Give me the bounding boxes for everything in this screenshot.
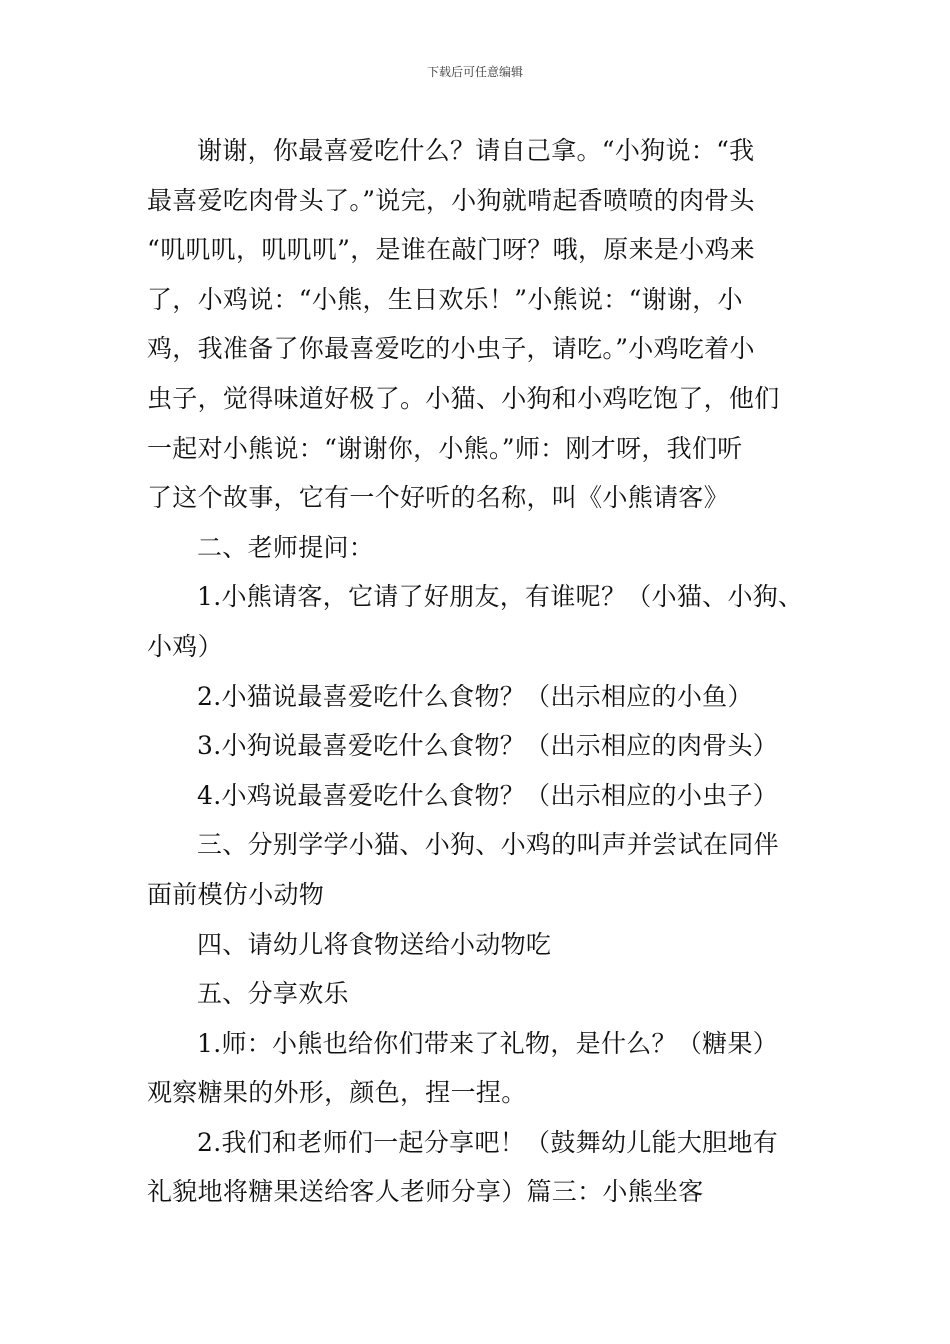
list-item: 1.小熊请客，它请了好朋友，有谁呢？（小猫、小狗、	[197, 582, 804, 612]
section-heading: 四、请幼儿将食物送给小动物吃	[197, 929, 552, 959]
text-line: 鸡，我准备了你最喜爱吃的小虫子，请吃。”小鸡吃着小	[147, 334, 755, 364]
text-line: 最喜爱吃肉骨头了。”说完，小狗就啃起香喷喷的肉骨头	[147, 185, 755, 215]
document-body	[147, 126, 812, 1217]
text-line: “叽叽叽，叽叽叽”，是谁在敲门呀？哦，原来是小鸡来	[147, 235, 756, 265]
text-line: 一起对小熊说：“谢谢你，小熊。”师：刚才呀，我们听	[147, 433, 743, 463]
list-item: 4.小鸡说最喜爱吃什么食物？（出示相应的小虫子）	[197, 780, 779, 810]
list-item-continuation: 礼貌地将糖果送给客人老师分享）篇三：小熊坐客	[147, 1177, 704, 1207]
page-header: 下载后可任意编辑	[426, 65, 523, 79]
text-line: 了，小鸡说：“小熊，生日欢乐！”小熊说：“谢谢，小	[147, 284, 743, 314]
list-item: 2.小猫说最喜爱吃什么食物？（出示相应的小鱼）	[197, 681, 753, 711]
list-item: 2.我们和老师们一起分享吧！（鼓舞幼儿能大胆地有	[197, 1127, 779, 1157]
list-item-continuation: 小鸡）	[147, 631, 223, 661]
section-heading-continuation: 面前模仿小动物	[147, 879, 325, 909]
text-line: 了这个故事，它有一个好听的名称，叫《小熊请客》	[147, 483, 729, 513]
list-item-continuation: 观察糖果的外形，颜色，捏一捏。	[147, 1078, 527, 1108]
text-line: 虫子，觉得味道好极了。小猫、小狗和小鸡吃饱了，他们	[147, 383, 780, 413]
section-heading: 二、老师提问：	[197, 532, 375, 562]
list-item: 3.小狗说最喜爱吃什么食物？（出示相应的肉骨头）	[197, 731, 779, 761]
text-line: 谢谢，你最喜爱吃什么？请自己拿。“小狗说：“我	[197, 136, 755, 165]
list-item: 1.师：小熊也给你们带来了礼物，是什么？（糖果）	[197, 1028, 779, 1058]
section-heading: 五、分享欢乐	[197, 979, 349, 1009]
section-heading: 三、分别学学小猫、小狗、小鸡的叫声并尝试在同伴	[197, 830, 779, 860]
